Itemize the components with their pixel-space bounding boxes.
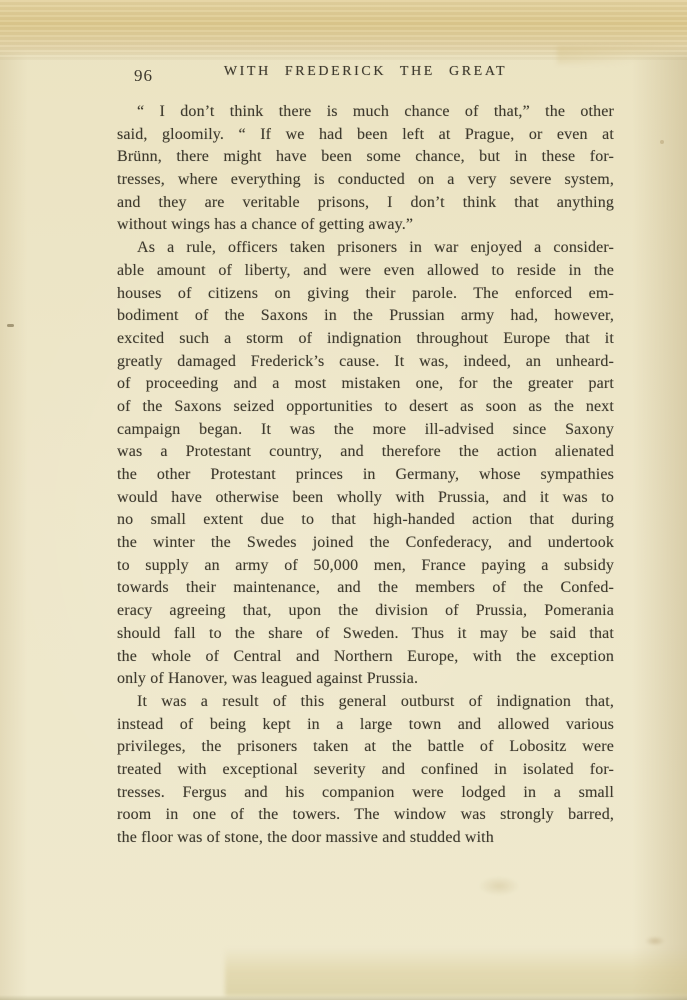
paper-stain bbox=[645, 936, 665, 946]
text-line: greatly damaged Frederick’s cause. It was, indeed, an unheard- bbox=[117, 352, 614, 370]
paper-speck bbox=[660, 140, 664, 144]
text-line: tresses. Fergus and his companion were lodged in a small bbox=[117, 783, 614, 801]
text-line: should fall to the share of Sweden. Thus it may be said that bbox=[117, 624, 614, 642]
text-line: treated with exceptional severity and confined in isolated for- bbox=[117, 760, 614, 778]
scan-bottom-band-shading bbox=[225, 948, 687, 996]
text-line: instead of being kept in a large town and allowed various bbox=[117, 715, 614, 733]
text-line: room in one of the towers. The window was strongly barred, bbox=[117, 806, 614, 824]
text-line: able amount of liberty, and were even allowed to reside in the bbox=[117, 261, 614, 279]
text-line: only of Hanover, was leagued against Prussia. bbox=[117, 670, 419, 688]
scan-bottom-edge-shading bbox=[0, 995, 687, 1000]
page-header bbox=[117, 64, 614, 90]
text-line: of proceeding and a most mistaken one, for the greater part bbox=[117, 375, 614, 393]
text-line: As a rule, officers taken prisoners in war enjoyed a consider- bbox=[137, 239, 614, 257]
text-line: excited such a storm of indignation throughout Europe that it bbox=[117, 329, 614, 347]
text-line: privileges, the prisoners taken at the battle of Lobositz were bbox=[117, 738, 614, 756]
text-line: said, gloomily. “ If we had been left at Prague, or even at bbox=[117, 125, 614, 143]
text-line: the winter the Swedes joined the Confederacy, and undertook bbox=[117, 534, 614, 552]
text-line: houses of citizens on giving their parole. The enforced em- bbox=[117, 284, 614, 302]
running-header-title: WITH FREDERICK THE GREAT bbox=[223, 64, 508, 79]
page-text bbox=[117, 101, 614, 850]
text-line: would have otherwise been wholly with Prussia, and it was to bbox=[117, 488, 614, 506]
text-line: and they are veritable prisons, I don’t think that anything bbox=[117, 193, 614, 211]
text-line: It was a result of this general outburst of indignation that, bbox=[137, 692, 614, 710]
text-line: campaign began. It was the more ill-advised since Saxony bbox=[117, 420, 614, 438]
text-line: the other Protestant princes in Germany, whose sympathies bbox=[117, 466, 614, 483]
text-line: bodiment of the Saxons in the Prussian army had, however, bbox=[117, 307, 614, 325]
text-line: tresses, where everything is conducted on a very severe system, bbox=[117, 171, 614, 189]
text-line: of the Saxons seized opportunities to desert as soon as the next bbox=[117, 397, 614, 415]
text-line: the floor was of stone, the door massive and studded with bbox=[117, 829, 494, 846]
text-line: was a Protestant country, and therefore the action alienated bbox=[117, 443, 614, 461]
paper-stain bbox=[478, 876, 520, 896]
text-line: eracy agreeing that, upon the division of Prussia, Pomerania bbox=[117, 602, 614, 620]
paper-speck bbox=[7, 324, 14, 327]
text-line: towards their maintenance, and the members of the Confed- bbox=[117, 579, 614, 597]
page-number: 96 bbox=[134, 66, 153, 85]
text-line: no small extent due to that high-handed action that during bbox=[117, 511, 614, 529]
text-line: to supply an army of 50,000 men, France paying a subsidy bbox=[117, 556, 614, 574]
text-line: without wings has a chance of getting away.” bbox=[117, 216, 414, 234]
scan-top-corner-shading bbox=[557, 46, 687, 64]
text-line: the whole of Central and Northern Europe, with the exception bbox=[117, 647, 614, 665]
text-line: Brünn, there might have been some chance, but in these for- bbox=[117, 148, 614, 166]
text-line: “ I don’t think there is much chance of that,” the other bbox=[137, 103, 614, 120]
